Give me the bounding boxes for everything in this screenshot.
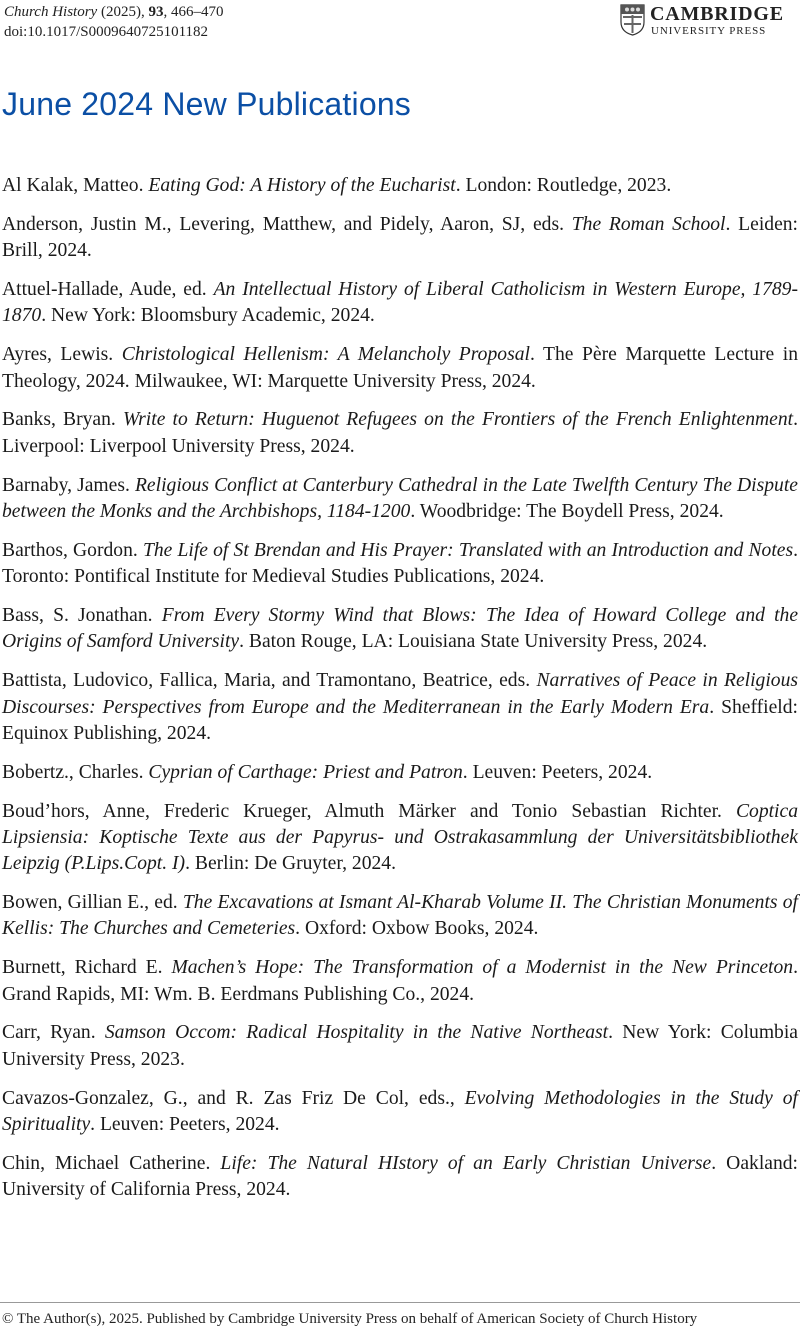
journal-pages: , 466–470	[163, 4, 224, 20]
entry-title: Evolving Methodologies in the Study of Spirituality	[2, 1087, 798, 1135]
entry-publisher: . Toronto: Pontifical Institute for Medieval Studies Publications, 2024.	[2, 539, 798, 588]
entry-author: Bobertz., Charles.	[2, 761, 149, 783]
entry-title: Cyprian of Carthage: Priest and Patron	[148, 761, 463, 783]
entry-publisher: . Leuven: Peeters, 2024.	[462, 761, 653, 783]
publication-entry	[2, 668, 798, 747]
journal-year: (2025),	[97, 4, 149, 20]
entry-publisher: . Liverpool: Liverpool University Press, 2024.	[2, 409, 798, 457]
publication-entry	[2, 407, 798, 460]
page-title: June 2024 New Publications	[2, 86, 412, 122]
entry-title: The Life of St Brendan and His Prayer: Translated with an Introduction and Notes	[142, 539, 794, 561]
entry-publisher: . New York: Columbia University Press, 2023.	[2, 1022, 798, 1070]
entry-publisher: . Oakland: University of California Press, 2024.	[2, 1152, 798, 1201]
entry-author: Cavazos-Gonzalez, G., and R. Zas Friz De Col, eds.,	[2, 1087, 465, 1109]
entry-author: Chin, Michael Catherine.	[2, 1152, 221, 1174]
publication-entry	[2, 342, 798, 395]
entry-title: Machen’s Hope: The Transformation of a Modernist in the New Princeton	[171, 957, 794, 979]
entry-title: Eating God: A History of the Eucharist	[148, 175, 456, 196]
entry-publisher: . Grand Rapids, MI: Wm. B. Eerdmans Publishing Co., 2024.	[2, 957, 798, 1005]
journal-volume: 93	[148, 4, 164, 20]
entry-author: Banks, Bryan.	[2, 409, 123, 431]
publisher-logo	[620, 3, 798, 41]
doi[interactable]: doi:10.1017/S0009640725101182	[4, 24, 209, 40]
entry-publisher: . Baton Rouge, LA: Louisiana State University Press, 2024.	[239, 631, 708, 653]
entry-title: Narratives of Peace in Religious Discourses: Perspectives from Europe and the Mediterranean in the Early Modern Era	[2, 670, 798, 718]
entry-author: Barnaby, James.	[2, 474, 135, 496]
cambridge-shield-icon	[620, 4, 645, 36]
entry-author: Bass, S. Jonathan.	[2, 605, 162, 627]
entry-title: An Intellectual History of Liberal Catholicism in Western Europe, 1789-1870	[2, 279, 799, 327]
entry-publisher: . London: Routledge, 2023.	[455, 175, 672, 196]
publisher-subname: UNIVERSITY PRESS	[651, 25, 767, 37]
entry-author: Al Kalak, Matteo.	[2, 175, 149, 196]
entry-author: Attuel-Hallade, Aude, ed.	[2, 279, 214, 301]
publication-entry	[2, 890, 798, 943]
publication-list	[2, 173, 798, 1216]
publication-entry	[2, 1086, 798, 1139]
publication-entry	[2, 955, 798, 1008]
publication-entry	[2, 473, 798, 526]
entry-publisher: . Woodbridge: The Boydell Press, 2024.	[410, 500, 724, 522]
publication-entry	[2, 1020, 798, 1073]
entry-author: Barthos, Gordon.	[2, 539, 143, 561]
entry-title: Coptica Lipsiensia: Koptische Texte aus der Papyrus- und Ostrakasammlung der Universitätsbibliothek Leipzig (P.Lips.Copt. I)	[2, 800, 798, 875]
footer	[0, 1302, 800, 1327]
publication-entry	[2, 173, 798, 199]
publication-entry	[2, 799, 798, 878]
entry-title: The Roman School	[571, 213, 726, 235]
entry-author: Bowen, Gillian E., ed.	[2, 892, 183, 914]
publication-entry	[2, 277, 798, 330]
entry-publisher: . Oxford: Oxbow Books, 2024.	[295, 918, 539, 940]
publisher-name: CAMBRIDGE	[650, 3, 784, 25]
entry-title: Life: The Natural HIstory of an Early Christian Universe	[220, 1152, 712, 1174]
journal-name: Church History	[4, 4, 98, 20]
entry-title: Samson Occom: Radical Hospitality in the Native Northeast	[104, 1022, 609, 1044]
entry-title: The Excavations at Ismant Al-Kharab Volume II. The Christian Monuments of Kellis: The Churches and Cemeteries	[2, 892, 799, 940]
publication-entry	[2, 538, 798, 591]
copyright-notice: © The Author(s), 2025. Published by Cambridge University Press on behalf of American Society of Church History	[2, 1311, 698, 1327]
entry-author: Anderson, Justin M., Levering, Matthew, and Pidely, Aaron, SJ, eds.	[2, 213, 572, 235]
citation-header	[4, 2, 223, 42]
entry-author: Carr, Ryan.	[2, 1022, 105, 1044]
entry-publisher: . Berlin: De Gruyter, 2024.	[185, 853, 396, 875]
entry-author: Boud’hors, Anne, Frederic Krueger, Almuth Märker and Tonio Sebastian Richter.	[2, 800, 736, 822]
entry-author: Battista, Ludovico, Fallica, Maria, and Tramontano, Beatrice, eds.	[2, 670, 537, 692]
publication-entry	[2, 760, 798, 786]
entry-author: Ayres, Lewis.	[2, 344, 122, 366]
entry-publisher: . New York: Bloomsbury Academic, 2024.	[41, 305, 375, 327]
entry-title: Write to Return: Huguenot Refugees on the Frontiers of the French Enlightenment	[122, 409, 794, 431]
citation-line	[4, 2, 223, 22]
entry-title: Religious Conflict at Canterbury Cathedral in the Late Twelfth Century The Dispute between the Monks and the Archbishops, 1184-1200	[2, 474, 798, 522]
entry-publisher: . Sheffield: Equinox Publishing, 2024.	[2, 696, 798, 744]
entry-title: Christological Hellenism: A Melancholy Proposal	[121, 344, 530, 366]
entry-publisher: . Leiden: Brill, 2024.	[2, 213, 799, 262]
entry-title: From Every Stormy Wind that Blows: The Idea of Howard College and the Origins of Samford University	[2, 605, 799, 653]
publication-entry	[2, 603, 798, 656]
publication-entry	[2, 1151, 798, 1204]
entry-author: Burnett, Richard E.	[2, 957, 172, 979]
entry-publisher: . The Père Marquette Lecture in Theology, 2024. Milwaukee, WI: Marquette University Press, 2024.	[2, 344, 798, 392]
entry-publisher: . Leuven: Peeters, 2024.	[90, 1113, 280, 1135]
publication-entry	[2, 212, 798, 265]
